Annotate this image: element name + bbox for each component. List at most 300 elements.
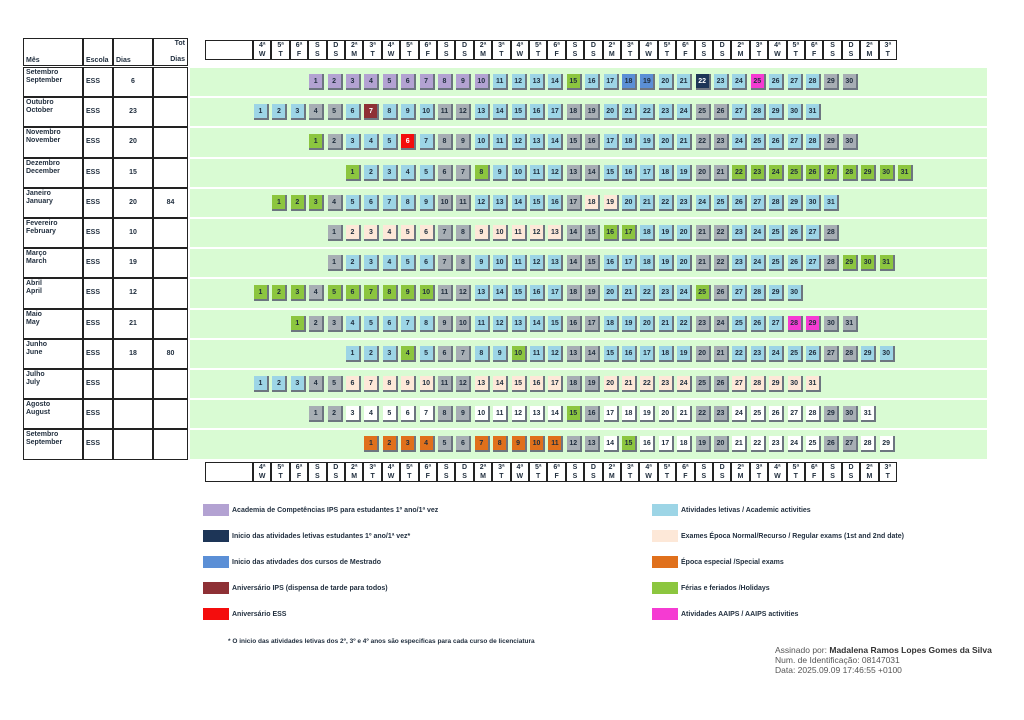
weekday-en: T	[370, 473, 375, 480]
weekday-pt: D	[590, 464, 596, 471]
day-cell: 25	[751, 134, 766, 150]
weekday-en: S	[719, 473, 725, 480]
day-cell: 1	[364, 436, 379, 452]
day-cell: 13	[493, 195, 508, 211]
day-cell: 27	[843, 436, 858, 452]
top-weekday-day	[566, 40, 584, 60]
weekday-pt: 6ª	[424, 464, 432, 471]
day-cell: 8	[475, 346, 490, 362]
weekday-pt: 2ª	[479, 464, 487, 471]
bottom-weekday-day	[805, 462, 823, 482]
day-cell: 20	[677, 225, 692, 241]
day-cell: 1	[254, 104, 269, 120]
day-cell: 11	[512, 255, 527, 271]
day-cell: 12	[456, 285, 471, 301]
weekday-pt: 2ª	[350, 464, 358, 471]
weekday-pt: 3ª	[369, 42, 376, 49]
weekday-pt: S	[443, 464, 449, 471]
day-cell: 18	[622, 74, 637, 90]
weekday-en: F	[425, 473, 430, 480]
weekday-en: S	[572, 51, 578, 58]
day-cell: 2	[364, 165, 379, 181]
top-weekday-day	[584, 40, 602, 60]
day-cell: 6	[383, 316, 398, 332]
month-en: July	[26, 379, 41, 386]
day-cell: 23	[677, 195, 692, 211]
day-cell: 15	[585, 225, 600, 241]
day-cell: 5	[383, 134, 398, 150]
weekday-pt: 5ª	[406, 42, 413, 49]
day-cell: 21	[622, 376, 637, 392]
day-cell: 4	[309, 376, 324, 392]
top-weekday-day	[419, 40, 437, 60]
day-cell: 3	[346, 406, 361, 422]
weekday-en: T	[756, 473, 762, 480]
weekday-en: F	[296, 51, 302, 58]
day-cell: 24	[769, 165, 784, 181]
day-cell: 22	[714, 255, 729, 271]
weekday-pt: 4ª	[645, 464, 652, 471]
bottom-weekday-day	[345, 462, 363, 482]
bottom-weekday-day	[529, 462, 547, 482]
day-cell: 17	[604, 74, 619, 90]
day-cell: 30	[880, 165, 895, 181]
day-cell: 20	[696, 165, 711, 181]
month-days: 10	[113, 218, 153, 248]
weekday-pt: 5ª	[792, 42, 800, 49]
weekday-en: T	[793, 51, 798, 58]
day-cell: 1	[291, 316, 306, 332]
day-cell: 5	[383, 406, 398, 422]
day-cell: 7	[383, 195, 398, 211]
month-en: May	[26, 318, 40, 326]
month-en: June	[26, 348, 43, 356]
weekday-pt: S	[315, 464, 320, 471]
day-cell: 28	[843, 346, 858, 362]
day-cell: 30	[788, 376, 803, 392]
day-cell: 17	[585, 316, 600, 332]
top-weekday-day	[474, 40, 492, 60]
day-cell: 8	[438, 74, 453, 90]
day-cell: 18	[659, 346, 674, 362]
bottom-weekday-day	[842, 462, 860, 482]
month-school: ESS	[83, 429, 113, 459]
day-cell: 10	[493, 225, 508, 241]
day-cell: 3	[383, 165, 398, 181]
month-label	[23, 369, 83, 399]
weekday-en: M	[351, 473, 358, 480]
day-cell: 5	[346, 195, 361, 211]
weekday-pt: 6ª	[682, 42, 689, 49]
day-cell: 27	[751, 195, 766, 211]
day-cell: 2	[346, 255, 361, 271]
day-cell: 17	[604, 134, 619, 150]
day-cell: 7	[420, 74, 435, 90]
day-cell: 21	[696, 255, 711, 271]
special-swatch	[652, 556, 678, 568]
month-tot: 80	[153, 339, 188, 369]
month-en: September	[26, 77, 63, 84]
day-cell: 18	[640, 225, 655, 241]
weekday-en: W	[258, 473, 266, 480]
weekday-en: S	[333, 473, 339, 480]
day-cell: 19	[640, 74, 655, 90]
day-cell: 9	[401, 376, 416, 392]
day-cell: 24	[732, 406, 747, 422]
weekday-pt: 2ª	[866, 464, 873, 471]
day-cell: 27	[788, 406, 803, 422]
weekday-pt: 3ª	[755, 42, 763, 49]
day-cell: 27	[732, 104, 747, 120]
day-cell: 10	[420, 376, 435, 392]
top-weekday-day	[695, 40, 713, 60]
day-cell: 7	[456, 165, 471, 181]
weekday-pt: 3ª	[626, 42, 634, 49]
weekday-en: W	[387, 473, 395, 480]
legend-right-label: Exames Época Normal/Recurso / Regular exams (1st and 2nd date)	[681, 532, 904, 540]
day-cell: 26	[732, 195, 747, 211]
weekday-en: T	[664, 473, 670, 480]
day-cell: 2	[272, 376, 287, 392]
day-cell: 7	[364, 285, 379, 301]
day-cell: 13	[512, 316, 527, 332]
day-cell: 16	[585, 406, 600, 422]
weekday-en: S	[315, 473, 320, 480]
day-cell: 28	[751, 376, 766, 392]
day-cell: 23	[769, 436, 784, 452]
day-cell: 27	[824, 165, 839, 181]
month-pt: Setembro	[26, 431, 59, 439]
day-cell: 29	[769, 376, 784, 392]
day-cell: 8	[383, 285, 398, 301]
top-weekday-day	[547, 40, 565, 60]
weekday-pt: 6ª	[553, 464, 560, 471]
day-cell: 4	[401, 165, 416, 181]
day-cell: 10	[420, 104, 435, 120]
legend-left-item	[203, 530, 410, 542]
day-cell: 13	[530, 406, 545, 422]
day-cell: 14	[548, 406, 563, 422]
day-cell: 12	[512, 74, 527, 90]
academia-swatch	[203, 504, 229, 516]
day-cell: 4	[383, 255, 398, 271]
day-cell: 2	[328, 134, 343, 150]
weekday-pt: D	[462, 42, 468, 49]
weekday-en: T	[756, 51, 762, 58]
bottom-weekday-day	[437, 462, 455, 482]
day-cell: 5	[420, 165, 435, 181]
day-cell: 24	[769, 346, 784, 362]
weekday-en: T	[499, 473, 504, 480]
weekday-pt: 5ª	[792, 464, 800, 471]
day-cell: 16	[622, 346, 637, 362]
day-cell: 21	[659, 316, 674, 332]
day-cell: 19	[677, 165, 692, 181]
weekday-pt: 6ª	[424, 42, 432, 49]
day-cell: 2	[291, 195, 306, 211]
day-cell: 7	[438, 255, 453, 271]
weekday-en: S	[572, 473, 578, 480]
day-cell: 5	[401, 225, 416, 241]
day-cell: 26	[769, 74, 784, 90]
day-cell: 23	[659, 285, 674, 301]
bottom-weekday-blank	[205, 462, 253, 482]
month-label	[23, 158, 83, 188]
day-cell: 8	[456, 255, 471, 271]
day-cell: 28	[806, 74, 821, 90]
weekday-en: T	[885, 473, 890, 480]
legend-right-label: Férias e feriados /Holidays	[681, 584, 770, 592]
weekday-en: M	[866, 473, 873, 480]
day-cell: 21	[714, 346, 729, 362]
top-weekday-day	[768, 40, 786, 60]
month-days: 19	[113, 248, 153, 278]
weekday-pt: 5ª	[663, 464, 671, 471]
month-school: ESS	[83, 339, 113, 369]
top-weekday-day	[658, 40, 676, 60]
bottom-weekday-day	[750, 462, 768, 482]
month-school: ESS	[83, 278, 113, 308]
month-label	[23, 218, 83, 248]
top-weekday-day	[529, 40, 547, 60]
weekday-en: T	[628, 473, 633, 480]
weekday-en: S	[333, 51, 339, 58]
legend-right-item	[652, 504, 811, 516]
day-cell: 13	[585, 436, 600, 452]
day-cell: 22	[696, 406, 711, 422]
weekday-pt: 3ª	[626, 464, 634, 471]
day-cell: 28	[843, 165, 858, 181]
day-cell: 11	[475, 316, 490, 332]
day-cell: 11	[530, 165, 545, 181]
day-cell: 12	[530, 255, 545, 271]
day-cell: 2	[272, 104, 287, 120]
day-cell: 7	[420, 134, 435, 150]
top-weekday-day	[271, 40, 289, 60]
legend-right-label: Atividades AAIPS / AAIPS activities	[681, 610, 799, 618]
day-cell: 29	[824, 74, 839, 90]
day-cell: 10	[512, 165, 527, 181]
day-cell: 30	[843, 134, 858, 150]
weekday-pt: S	[572, 464, 578, 471]
top-weekday-day	[437, 40, 455, 60]
day-cell: 11	[438, 285, 453, 301]
month-pt: Abril	[26, 280, 42, 288]
weekday-en: T	[278, 473, 283, 480]
bottom-weekday-day	[382, 462, 400, 482]
day-cell: 31	[843, 316, 858, 332]
month-label	[23, 429, 83, 459]
day-cell: 4	[420, 436, 435, 452]
bottom-weekday-day	[327, 462, 345, 482]
day-cell: 25	[769, 255, 784, 271]
bottom-weekday-day	[768, 462, 786, 482]
month-tot	[153, 369, 188, 399]
legend-left-label: Inicio das atividades letivas estudantes 1º ano/1ª vez*	[232, 532, 411, 540]
day-cell: 23	[714, 406, 729, 422]
top-weekday-day	[400, 40, 418, 60]
day-cell: 15	[512, 376, 527, 392]
month-label	[23, 97, 83, 127]
bottom-weekday-day	[308, 462, 326, 482]
day-cell: 17	[567, 195, 582, 211]
day-cell: 22	[732, 346, 747, 362]
weekday-pt: S	[701, 464, 707, 471]
day-cell: 25	[806, 436, 821, 452]
day-cell: 26	[751, 316, 766, 332]
day-cell: 11	[493, 74, 508, 90]
weekday-pt: 6ª	[295, 464, 303, 471]
top-weekday-day	[382, 40, 400, 60]
aniv_ips-swatch	[203, 582, 229, 594]
month-days: 20	[113, 127, 153, 157]
day-cell: 8	[456, 225, 471, 241]
day-cell: 8	[420, 316, 435, 332]
month-en: February	[26, 228, 56, 235]
day-cell: 24	[696, 195, 711, 211]
bottom-weekday-day	[695, 462, 713, 482]
day-cell: 3	[328, 316, 343, 332]
day-cell: 19	[640, 134, 655, 150]
legend-left-label: Academia de Competências IPS para estudantes 1º ano/1ª vez	[232, 506, 439, 514]
day-cell: 26	[769, 406, 784, 422]
day-cell: 21	[696, 225, 711, 241]
day-cell: 9	[456, 74, 471, 90]
inicio1-swatch	[203, 530, 229, 542]
weekday-en: S	[591, 473, 596, 480]
day-cell: 1	[254, 285, 269, 301]
day-cell: 3	[364, 225, 379, 241]
day-cell: 12	[512, 406, 527, 422]
aaips-swatch	[652, 608, 678, 620]
legend-left-label: Inicio das ativdades dos cursos de Mestrado	[232, 558, 381, 566]
weekday-en: M	[737, 473, 744, 480]
month-tot	[153, 248, 188, 278]
weekday-pt: S	[830, 464, 835, 471]
weekday-pt: 2ª	[866, 42, 873, 49]
legend-left-item	[203, 556, 381, 568]
day-cell: 1	[328, 255, 343, 271]
bottom-weekday-day	[271, 462, 289, 482]
day-cell: 16	[530, 104, 545, 120]
day-cell: 18	[640, 255, 655, 271]
day-cell: 6	[364, 195, 379, 211]
day-cell: 24	[732, 74, 747, 90]
day-cell: 13	[475, 104, 490, 120]
day-cell: 6	[438, 346, 453, 362]
month-label	[23, 127, 83, 157]
weekday-pt: D	[333, 464, 339, 471]
day-cell: 9	[475, 255, 490, 271]
day-cell: 12	[512, 134, 527, 150]
top-weekday-day	[805, 40, 823, 60]
day-cell: 26	[788, 225, 803, 241]
weekday-en: F	[683, 473, 688, 480]
day-cell: 22	[696, 134, 711, 150]
top-weekday-day	[253, 40, 271, 60]
day-cell: 27	[824, 346, 839, 362]
day-cell: 29	[824, 406, 839, 422]
day-cell: 26	[769, 134, 784, 150]
month-en: March	[26, 258, 47, 266]
weekday-en: F	[425, 51, 430, 58]
day-cell: 30	[861, 255, 876, 271]
day-cell: 7	[364, 104, 379, 120]
weekday-en: T	[885, 51, 890, 58]
weekday-pt: S	[830, 42, 835, 49]
day-cell: 19	[659, 255, 674, 271]
day-cell: 9	[456, 406, 471, 422]
weekday-en: M	[737, 51, 744, 58]
day-cell: 5	[364, 316, 379, 332]
day-cell: 26	[714, 285, 729, 301]
day-cell: 22	[714, 225, 729, 241]
day-cell: 2	[272, 285, 287, 301]
day-cell: 1	[309, 406, 324, 422]
day-cell: 17	[622, 225, 637, 241]
bottom-weekday-day	[860, 462, 878, 482]
day-cell: 19	[696, 436, 711, 452]
day-cell: 27	[732, 285, 747, 301]
day-cell: 17	[622, 255, 637, 271]
day-cell: 21	[732, 436, 747, 452]
month-days	[113, 399, 153, 429]
weekday-pt: D	[848, 464, 854, 471]
day-cell: 9	[401, 285, 416, 301]
month-en: August	[26, 409, 51, 417]
day-cell: 15	[604, 165, 619, 181]
day-cell: 28	[751, 285, 766, 301]
weekday-en: F	[296, 473, 302, 480]
month-label	[23, 188, 83, 218]
day-cell: 1	[272, 195, 287, 211]
day-cell: 5	[328, 104, 343, 120]
month-label	[23, 339, 83, 369]
day-cell: 15	[567, 74, 582, 90]
day-cell: 16	[548, 195, 563, 211]
weekday-en: W	[774, 51, 781, 58]
day-cell: 17	[640, 346, 655, 362]
top-weekday-day	[842, 40, 860, 60]
day-cell: 16	[530, 285, 545, 301]
day-cell: 22	[696, 74, 711, 90]
day-cell: 5	[328, 376, 343, 392]
legend-right-item	[652, 582, 770, 594]
day-cell: 20	[659, 74, 674, 90]
day-cell: 9	[493, 165, 508, 181]
day-cell: 9	[512, 436, 527, 452]
weekday-pt: 2ª	[479, 42, 487, 49]
month-school: ESS	[83, 218, 113, 248]
day-cell: 3	[346, 134, 361, 150]
day-cell: 28	[751, 104, 766, 120]
day-cell: 21	[640, 195, 655, 211]
day-cell: 4	[364, 406, 379, 422]
month-label	[23, 248, 83, 278]
day-cell: 20	[659, 134, 674, 150]
day-cell: 12	[456, 376, 471, 392]
month-en: January	[26, 197, 53, 205]
day-cell: 16	[622, 165, 637, 181]
top-weekday-day	[639, 40, 657, 60]
weekday-en: T	[370, 51, 375, 58]
day-cell: 27	[769, 316, 784, 332]
weekday-pt: 4ª	[387, 42, 395, 49]
month-en: November	[26, 137, 61, 145]
day-cell: 16	[604, 225, 619, 241]
day-cell: 15	[512, 285, 527, 301]
day-cell: 22	[640, 104, 655, 120]
